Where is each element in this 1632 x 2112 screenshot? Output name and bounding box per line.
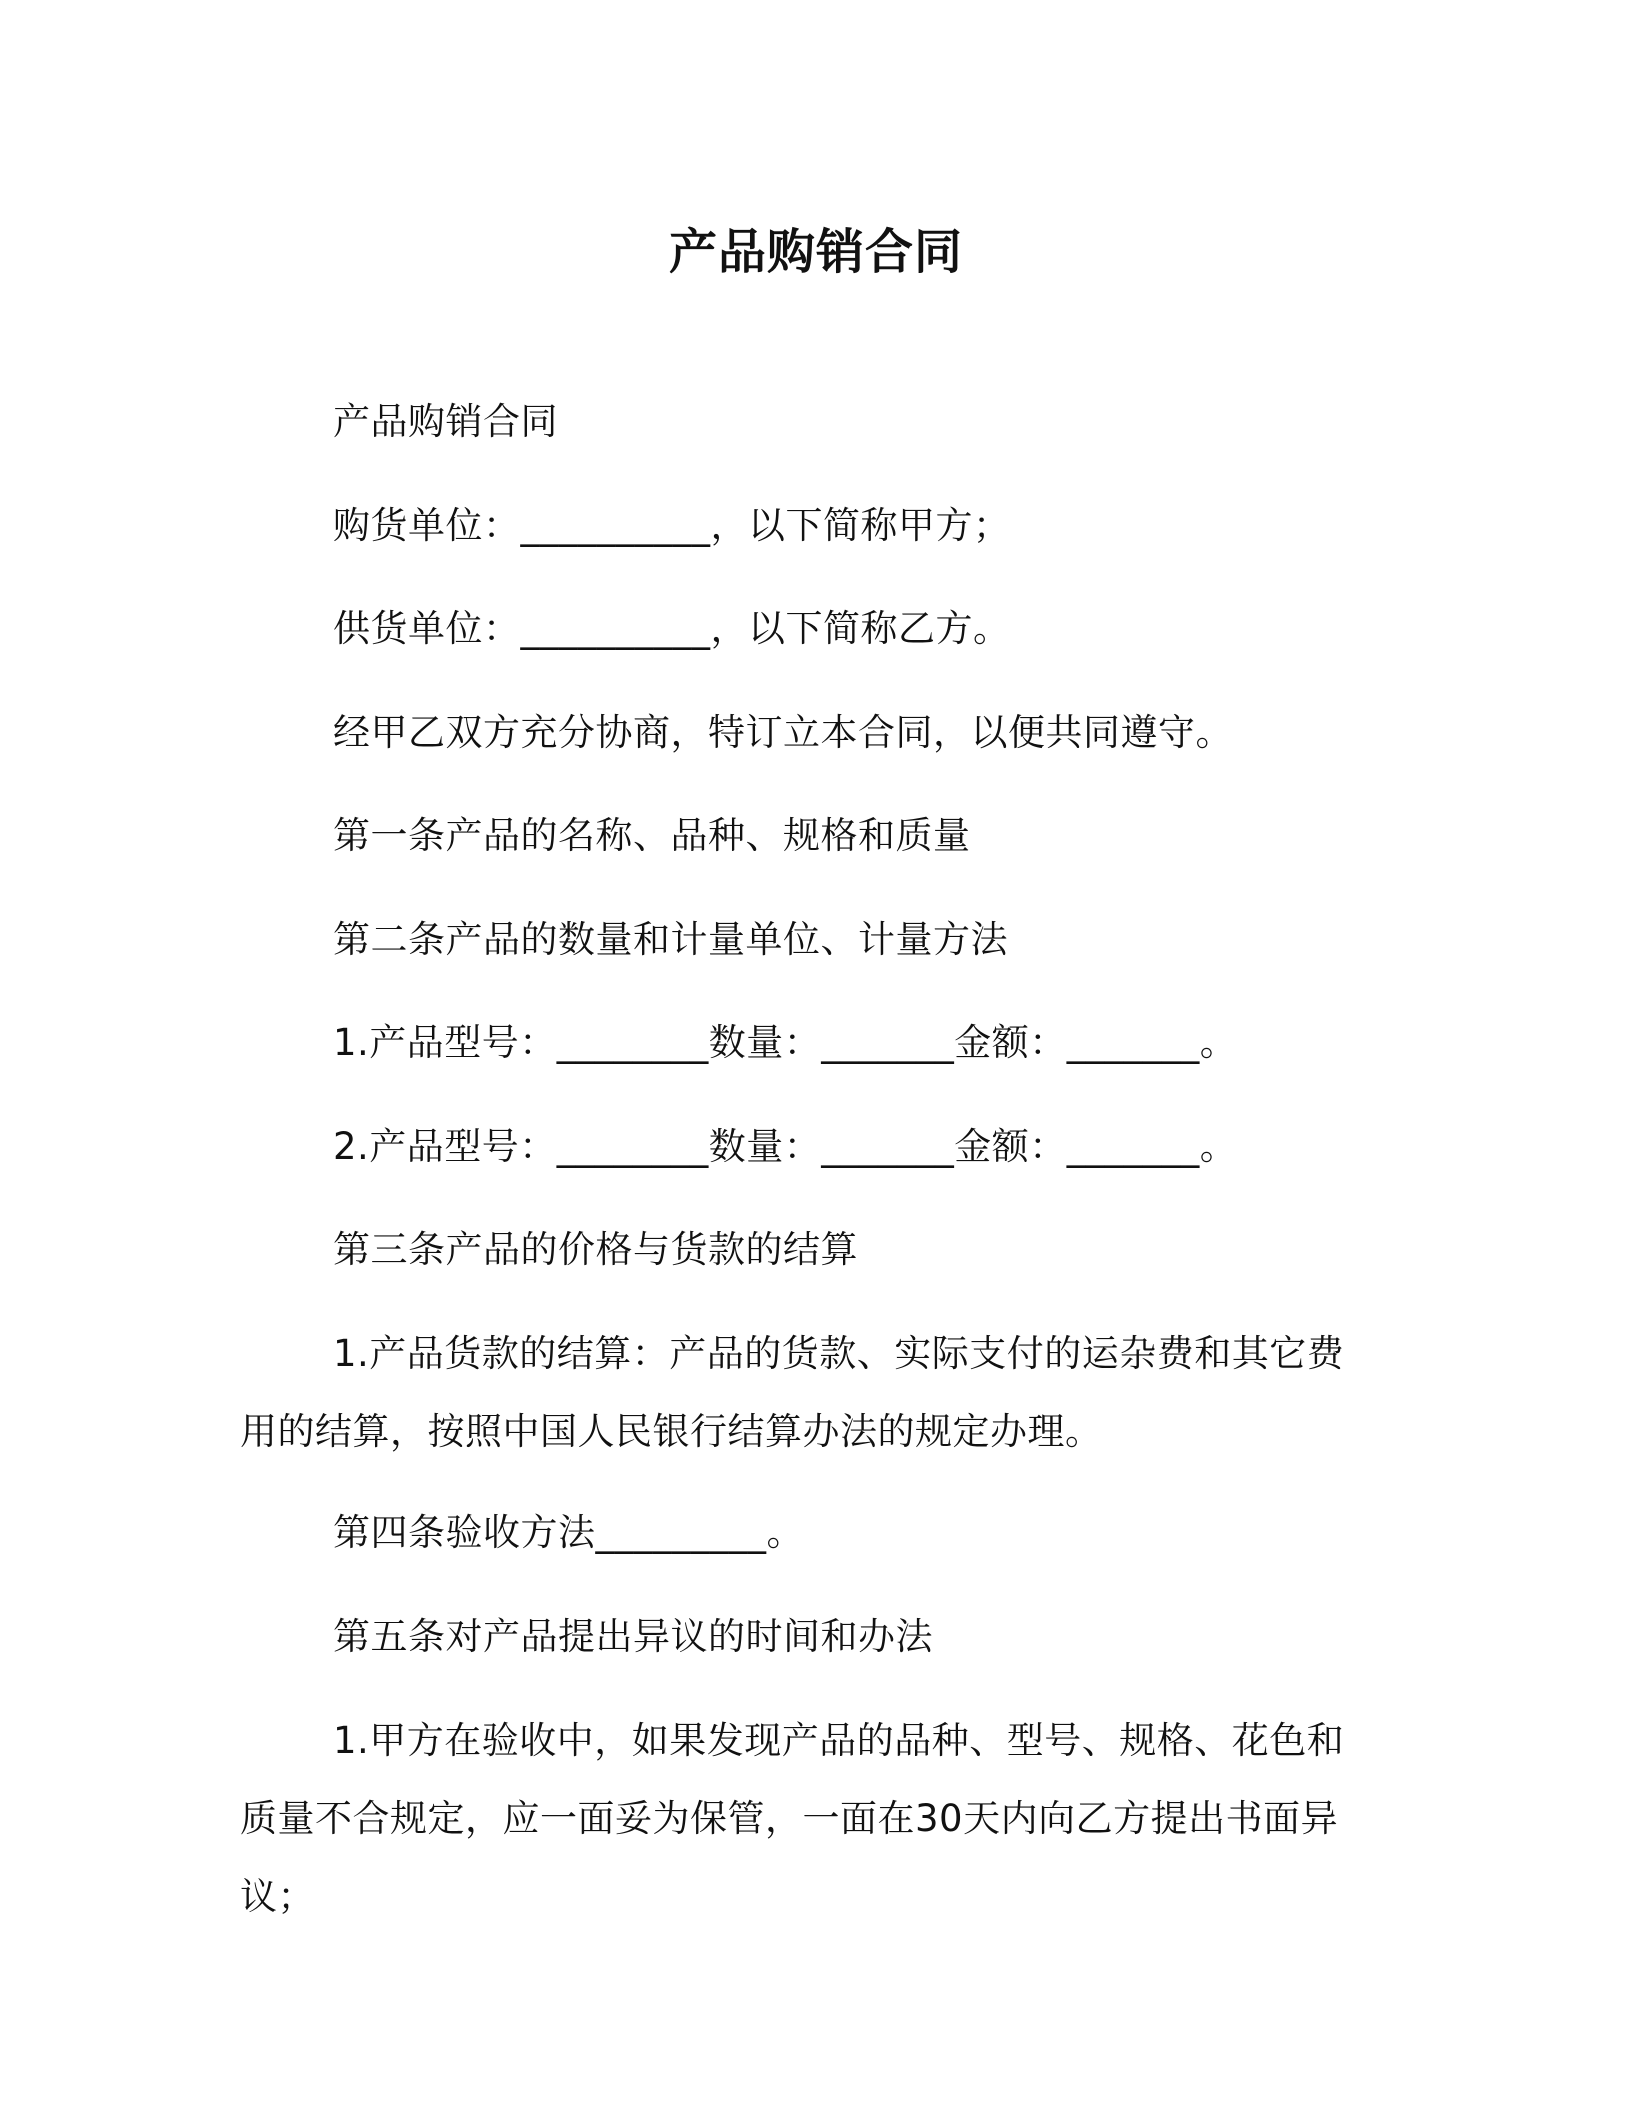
paragraph-supplier: 供货单位：__________，以下简称乙方。: [333, 607, 1011, 650]
paragraph-article-5: 第五条对产品提出异议的时间和办法: [333, 1615, 933, 1658]
paragraph-article-3: 第三条产品的价格与货款的结算: [333, 1228, 858, 1271]
paragraph-article-4: 第四条验收方法_________。: [333, 1511, 804, 1554]
document-title: 产品购销合同: [668, 224, 963, 280]
paragraph-heading: 产品购销合同: [333, 400, 558, 443]
paragraph-item-1: 1.产品型号：________数量：_______金额：_______。: [333, 1021, 1238, 1064]
paragraph-article-1: 第一条产品的名称、品种、规格和质量: [333, 814, 971, 857]
paragraph-objection: 1.甲方在验收中，如果发现产品的品种、型号、规格、花色和质量不合规定，应一面妥为保管，一面在30天内向乙方提出书面异议；: [240, 1719, 1345, 1918]
paragraph-agreement: 经甲乙双方充分协商，特订立本合同，以便共同遵守。: [333, 711, 1233, 754]
paragraph-article-2: 第二条产品的数量和计量单位、计量方法: [333, 918, 1008, 961]
paragraph-item-2: 2.产品型号：________数量：_______金额：_______。: [333, 1125, 1238, 1168]
paragraph-settlement: 1.产品货款的结算：产品的货款、实际支付的运杂费和其它费用的结算，按照中国人民银行结算办法的规定办理。: [240, 1332, 1345, 1453]
paragraph-buyer: 购货单位：__________，以下简称甲方；: [333, 504, 1011, 547]
